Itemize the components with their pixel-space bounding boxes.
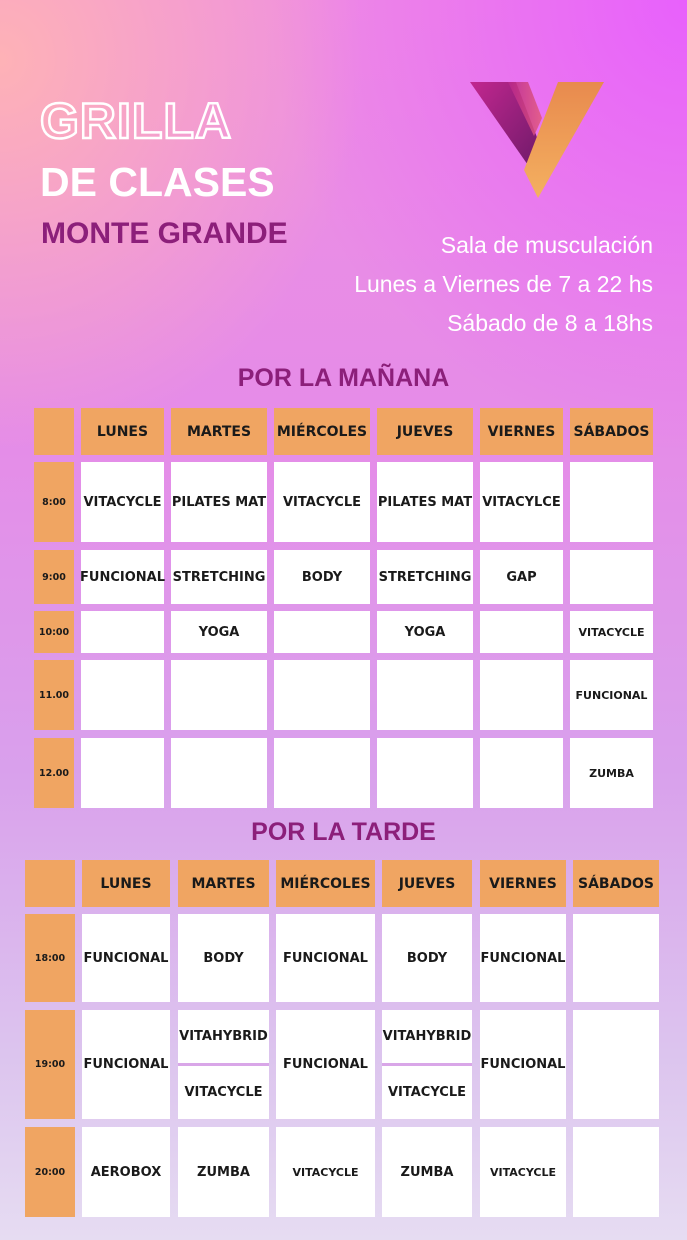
class-cell: STRETCHING bbox=[377, 550, 473, 604]
class-cell bbox=[377, 738, 473, 808]
morning-day-header: MIÉRCOLES bbox=[274, 408, 370, 455]
class-cell: VITACYCLE bbox=[276, 1127, 375, 1217]
page-title-de-clases: DE CLASES bbox=[40, 159, 275, 205]
class-cell bbox=[573, 914, 659, 1002]
class-cell: AEROBOX bbox=[82, 1127, 170, 1217]
class-cell: FUNCIONAL bbox=[82, 1010, 170, 1119]
class-cell: BODY bbox=[178, 914, 269, 1002]
v-logo-icon bbox=[468, 78, 606, 200]
class-cell: FUNCIONAL bbox=[570, 660, 653, 730]
afternoon-day-header: LUNES bbox=[82, 860, 170, 907]
class-cell: ZUMBA bbox=[570, 738, 653, 808]
class-cell bbox=[573, 1127, 659, 1217]
class-cell bbox=[81, 738, 164, 808]
class-cell: FUNCIONAL bbox=[480, 1010, 566, 1119]
class-cell bbox=[377, 660, 473, 730]
morning-day-header: LUNES bbox=[81, 408, 164, 455]
afternoon-corner-cell bbox=[25, 860, 75, 907]
morning-time-cell: 8:00 bbox=[34, 462, 74, 542]
class-cell-split bbox=[178, 1010, 269, 1119]
class-cell: FUNCIONAL bbox=[81, 550, 164, 604]
afternoon-time-cell: 18:00 bbox=[25, 914, 75, 1002]
class-cell bbox=[573, 1010, 659, 1119]
class-cell bbox=[171, 738, 267, 808]
gym-hours-info bbox=[354, 226, 653, 343]
class-cell: PILATES MAT bbox=[171, 462, 267, 542]
class-cell bbox=[274, 738, 370, 808]
class-slot: VITACYCLE bbox=[184, 1085, 263, 1100]
morning-day-header: VIERNES bbox=[480, 408, 563, 455]
class-cell bbox=[570, 462, 653, 542]
class-cell: ZUMBA bbox=[382, 1127, 472, 1217]
afternoon-day-header: MARTES bbox=[178, 860, 269, 907]
class-cell bbox=[81, 660, 164, 730]
morning-time-cell: 10:00 bbox=[34, 611, 74, 653]
info-line-saturday: Sábado de 8 a 18hs bbox=[447, 310, 653, 336]
afternoon-day-header: VIERNES bbox=[480, 860, 566, 907]
morning-day-header: MARTES bbox=[171, 408, 267, 455]
class-cell: FUNCIONAL bbox=[276, 1010, 375, 1119]
class-cell: ZUMBA bbox=[178, 1127, 269, 1217]
morning-time-cell: 12.00 bbox=[34, 738, 74, 808]
morning-corner-cell bbox=[34, 408, 74, 455]
class-cell bbox=[81, 611, 164, 653]
class-cell bbox=[171, 660, 267, 730]
afternoon-day-header: MIÉRCOLES bbox=[276, 860, 375, 907]
class-cell: VITACYCLE bbox=[570, 611, 653, 653]
class-slot: VITAHYBRID bbox=[179, 1029, 268, 1044]
class-cell: FUNCIONAL bbox=[480, 914, 566, 1002]
class-cell: VITACYCLE bbox=[81, 462, 164, 542]
class-cell: BODY bbox=[274, 550, 370, 604]
class-cell bbox=[570, 550, 653, 604]
class-cell: BODY bbox=[382, 914, 472, 1002]
class-cell: PILATES MAT bbox=[377, 462, 473, 542]
class-cell bbox=[274, 660, 370, 730]
class-cell bbox=[274, 611, 370, 653]
morning-day-header: JUEVES bbox=[377, 408, 473, 455]
class-cell: VITACYLCE bbox=[480, 462, 563, 542]
morning-time-cell: 9:00 bbox=[34, 550, 74, 604]
class-cell: YOGA bbox=[377, 611, 473, 653]
location-title: MONTE GRANDE bbox=[41, 217, 288, 250]
info-line-room: Sala de musculación bbox=[440, 232, 653, 258]
class-slot: VITAHYBRID bbox=[382, 1029, 472, 1044]
afternoon-time-cell: 19:00 bbox=[25, 1010, 75, 1119]
afternoon-day-header: JUEVES bbox=[382, 860, 472, 907]
class-cell: VITACYCLE bbox=[480, 1127, 566, 1217]
class-cell bbox=[480, 660, 563, 730]
class-cell-split bbox=[382, 1010, 472, 1119]
class-cell: GAP bbox=[480, 550, 563, 604]
morning-time-cell: 11.00 bbox=[34, 660, 74, 730]
class-cell: STRETCHING bbox=[171, 550, 267, 604]
class-cell bbox=[480, 738, 563, 808]
info-line-weekdays: Lunes a Viernes de 7 a 22 hs bbox=[354, 271, 653, 297]
page-title-grilla: GRILLA bbox=[40, 93, 233, 149]
class-cell: FUNCIONAL bbox=[82, 914, 170, 1002]
class-cell: YOGA bbox=[171, 611, 267, 653]
class-slot: VITACYCLE bbox=[387, 1085, 466, 1100]
afternoon-day-header: SÁBADOS bbox=[573, 860, 659, 907]
morning-day-header: SÁBADOS bbox=[570, 408, 653, 455]
class-cell: VITACYCLE bbox=[274, 462, 370, 542]
class-cell: FUNCIONAL bbox=[276, 914, 375, 1002]
afternoon-time-cell: 20:00 bbox=[25, 1127, 75, 1217]
afternoon-section-title: POR LA TARDE bbox=[251, 818, 436, 846]
class-cell bbox=[480, 611, 563, 653]
morning-section-title: POR LA MAÑANA bbox=[237, 364, 450, 392]
